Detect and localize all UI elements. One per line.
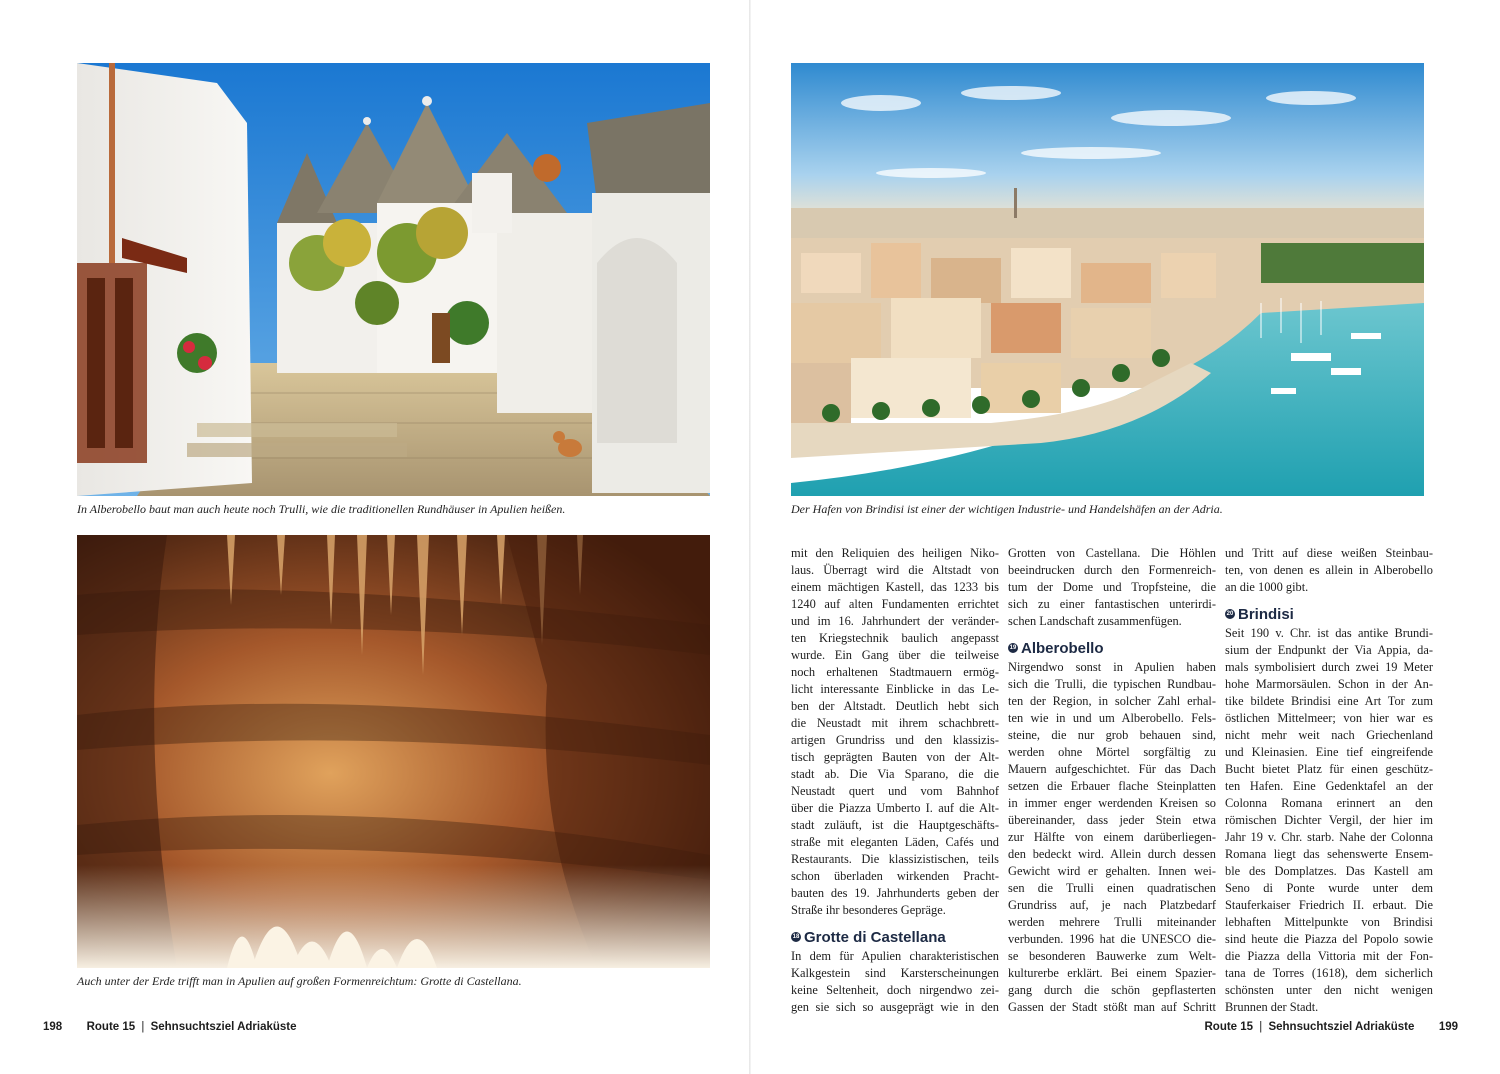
text-line: ten wie in und um Alberobello. Fels-: [1008, 711, 1216, 725]
column-2-paragraph-1: [1008, 545, 1216, 630]
text-line: Seit 190 v. Chr. ist das antike Brundi-: [1225, 626, 1433, 640]
caption-brindisi: Der Hafen von Brindisi ist einer der wichtigen Industrie- und Handelshäfen an der Adria.: [791, 502, 1223, 516]
text-line: tum der Dome und Tropfsteine, die: [1008, 580, 1216, 594]
text-line: Gassen der Stadt stößt man auf Schritt: [1008, 1000, 1216, 1014]
text-line: ten, von denen es allein in Alberobello: [1225, 563, 1433, 577]
text-line: verbunden. 1996 hat die UNESCO die-: [1008, 932, 1216, 946]
text-line: tisch geprägten Bauten von der Alt-: [791, 750, 999, 764]
text-line: einem mächtigen Kastell, das 1233 bis: [791, 580, 999, 594]
text-line: keine Seltenheit, doch nirgendwo zei-: [791, 983, 999, 997]
text-line: mals symbolisiert durch zwei 19 Meter: [1225, 660, 1433, 674]
text-line: ble des Domplatzes. Das Kastell am: [1225, 864, 1433, 878]
text-line: gang durch die schön gepflasterten: [1008, 983, 1216, 997]
text-line: Neustadt quert und vom Bahnhof: [791, 784, 999, 798]
text-line: werden ohne Mörtel sorgfältig zu: [1008, 745, 1216, 759]
text-line: und Tritt auf diese weißen Steinbau-: [1225, 546, 1433, 560]
running-head-title-left: Sehnsuchtsziel Adriaküste: [150, 1021, 297, 1033]
section-heading-alberobello: [1008, 637, 1216, 659]
text-line: ben der Altstadt. Deutlich hebt sich: [791, 699, 999, 713]
text-line: schen Landschaft zusammenfügen.: [1008, 614, 1182, 628]
photo-brindisi-harbour: [791, 63, 1424, 496]
text-line: stadt zuläuft, ist die Hauptgeschäfts-: [791, 818, 999, 832]
text-line: übereinander, dass jeder Stein etwa: [1008, 813, 1216, 827]
section-number-badge: 19: [1009, 645, 1017, 651]
section-heading-text: Brindisi: [1238, 605, 1294, 623]
text-line: steine, die nur grob behauen sind,: [1008, 728, 1216, 742]
text-line: Gewicht wird er gehalten. Innen wei-: [1008, 864, 1216, 878]
column-1-paragraph-1: [791, 545, 999, 919]
text-line: Restaurants. Die klassizistischen, teils: [791, 852, 999, 866]
text-line: Straße ihr besonderes Gepräge.: [791, 903, 946, 917]
text-line: tike bildete Brindisi eine Art Tor zum: [1225, 694, 1433, 708]
text-line: Mauern aufgeschichtet. Für das Dach: [1008, 762, 1216, 776]
text-line: werden mehrere Trulli miteinander: [1008, 915, 1216, 929]
section-heading-text: Grotte di Castellana: [804, 928, 946, 946]
text-line: Nirgendwo sonst in Apulien haben: [1008, 660, 1216, 674]
text-line: setzen die Erbauer flache Steinplatten: [1008, 779, 1216, 793]
text-line: Bucht bietet Platz für einen geschütz-: [1225, 762, 1433, 776]
text-line: die Neustadt mit ihrem schachbrett-: [791, 716, 999, 730]
text-line: Stauferkaiser Friedrich II. erbaut. Die: [1225, 898, 1433, 912]
text-line: stadt ab. Die Via Sparano, die die: [791, 767, 999, 781]
text-line: Colonna Romana erinnert an den: [1225, 796, 1433, 810]
text-column-3: [1225, 545, 1433, 1016]
page-number-left: 198: [43, 1021, 63, 1033]
text-line: wurde. Ein Gang über die teilweise: [791, 648, 999, 662]
photo-alberobello-trulli: [77, 63, 710, 496]
running-head-route-right: Route 15: [1204, 1021, 1254, 1033]
text-line: sium der Endpunkt der Via Appia, da-: [1225, 643, 1433, 657]
text-line: über die Piazza Umberto I. auf die Alt-: [791, 801, 999, 815]
column-3-paragraph-1: [1225, 545, 1433, 596]
text-line: Kalkgestein sind Karsterscheinungen: [791, 966, 999, 980]
column-3-paragraph-2: [1225, 625, 1433, 1016]
text-line: schon überladen wirkenden Pracht-: [791, 869, 999, 883]
caption-alberobello: In Alberobello baut man auch heute noch Trulli, wie die traditionellen Rundhäuser in Apulien heißen.: [77, 502, 566, 516]
text-line: gen sie sich so ausgeprägt wie in den: [791, 1000, 999, 1014]
caption-grotte: Auch unter der Erde trifft man in Apulien auf großen Formenreichtum: Grotte di Castellana.: [77, 974, 522, 988]
text-column-2: [1008, 545, 1216, 1016]
running-head-divider-left: |: [141, 1021, 145, 1033]
page-number-right: 199: [1438, 1021, 1458, 1033]
column-2-paragraph-2: [1008, 659, 1216, 1016]
running-head-title-right: Sehnsuchtsziel Adriaküste: [1268, 1021, 1415, 1033]
text-line: sen die Trulli einen quadratischen: [1008, 881, 1216, 895]
text-line: sich zu einer fantastischen unterirdi-: [1008, 597, 1216, 611]
text-line: ten Kriegstechnik baulich angepasst: [791, 631, 999, 645]
text-line: in immer enger werdenden Kreisen so: [1008, 796, 1216, 810]
text-line: beeindrucken durch den Formenreich-: [1008, 563, 1216, 577]
text-line: Romana liegt das sehenswerte Ensem-: [1225, 847, 1433, 861]
text-line: nicht mehr weit nach Griechenland: [1225, 728, 1433, 742]
text-line: ten Hafen. Eine Gedenktafel an der: [1225, 779, 1433, 793]
text-line: artigen Grundriss und den klassizis-: [791, 733, 999, 747]
section-heading-brindisi: [1225, 603, 1433, 625]
page-gutter: [749, 0, 751, 1074]
text-line: Jahr 19 v. Chr. starb. Nahe der Colonna: [1225, 830, 1433, 844]
text-line: und Kleinasien. Eine tief eingreifende: [1225, 745, 1433, 759]
running-head-route-left: Route 15: [86, 1021, 136, 1033]
text-line: ten der Region, in solcher Zahl erhal-: [1008, 694, 1216, 708]
text-line: römischen Dichter Vergil, der hier im: [1225, 813, 1433, 827]
text-line: mit den Reliquien des heiligen Niko-: [791, 546, 999, 560]
text-line: In dem für Apulien charakteristischen: [791, 949, 999, 963]
text-line: Seno di Ponte wurde unter dem: [1225, 881, 1433, 895]
text-line: Grotten von Castellana. Die Höhlen: [1008, 546, 1216, 560]
folio-left: [43, 1021, 297, 1033]
text-line: Brunnen der Stadt.: [1225, 1000, 1319, 1014]
text-column-1: [791, 545, 999, 1016]
text-line: straße mit eleganten Läden, Cafés und: [791, 835, 999, 849]
text-line: sich die Trulli, die typischen Rundbau-: [1008, 677, 1216, 691]
text-line: 1240 auf alten Fundamenten errichtet: [791, 597, 999, 611]
text-line: licht interessante Einblicke in das Le-: [791, 682, 999, 696]
text-line: laus. Überragt wird die Altstadt von: [791, 563, 999, 577]
text-line: an die 1000 gibt.: [1225, 580, 1309, 594]
text-line: bauten des 19. Jahrhunderts geben der: [791, 886, 999, 900]
column-1-paragraph-2: [791, 948, 999, 1016]
text-line: tana de Torres (1618), dem sicherlich: [1225, 966, 1433, 980]
photo-grotte-di-castellana: [77, 535, 710, 968]
text-line: hohe Marmorsäulen. Schon in der An-: [1225, 677, 1433, 691]
text-line: östlichen Mittelmeer; von hier war es: [1225, 711, 1433, 725]
text-line: sind heute die Piazza del Popolo sowie: [1225, 932, 1433, 946]
section-heading-text: Alberobello: [1021, 639, 1104, 657]
text-line: und im 16. Jahrhundert der veränder-: [791, 614, 999, 628]
section-number-badge: 18: [792, 934, 800, 940]
section-heading-grotte: [791, 926, 999, 948]
text-line: lebhaften Mittelpunkte von Brindisi: [1225, 915, 1433, 929]
text-line: zur Hälfte von einem darüberliegen-: [1008, 830, 1216, 844]
text-line: den bedeckt wird. Allein durch dessen: [1008, 847, 1216, 861]
text-line: noch erhaltenen Stadtmauern ermög-: [791, 665, 999, 679]
text-line: die Piazza della Vittoria mit der Fon-: [1225, 949, 1433, 963]
text-line: se besonderen Bauwerke zum Welt-: [1008, 949, 1216, 963]
text-line: Grundriss auf, je nach Platzbedarf: [1008, 898, 1216, 912]
text-line: schönsten unter den nicht wenigen: [1225, 983, 1433, 997]
text-line: kulturerbe erklärt. Bei einem Spazier-: [1008, 966, 1216, 980]
section-number-badge: 20: [1226, 611, 1234, 617]
running-head-divider-right: |: [1259, 1021, 1263, 1033]
folio-right: [1204, 1021, 1458, 1033]
